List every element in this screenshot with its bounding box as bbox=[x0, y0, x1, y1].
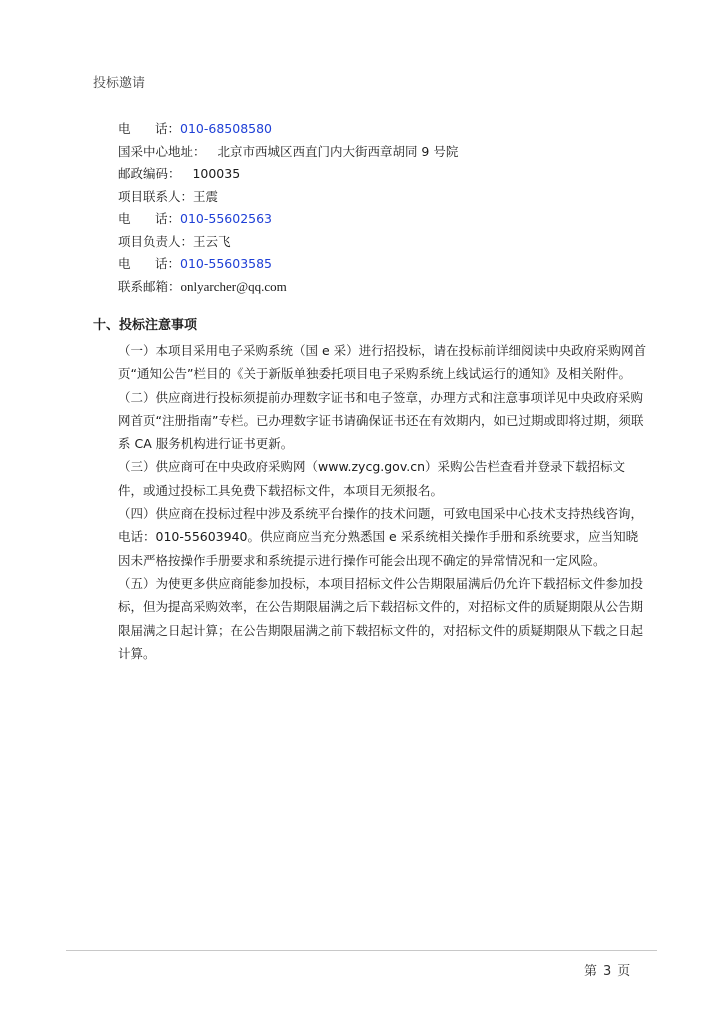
note-item: （一）本项目采用电子采购系统（国 e 采）进行招投标，请在投标前详细阅读中央政府采购网首页“通知公告”栏目的《关于新版单独委托项目电子采购系统上线试运行的通知》及相关附件。 bbox=[118, 343, 647, 382]
phone-label-char: 电 bbox=[118, 211, 131, 226]
phone-value[interactable]: 010-55602563 bbox=[180, 211, 273, 226]
section-title: 十、投标注意事项 bbox=[93, 318, 198, 333]
project-lead-line bbox=[118, 231, 638, 254]
phone-label-char: 电 bbox=[118, 256, 131, 271]
phone-line-3 bbox=[118, 253, 638, 276]
address-value: 北京市西城区西直门内大街西章胡同 9 号院 bbox=[217, 143, 459, 159]
email-label: 联系邮箱： bbox=[118, 278, 181, 294]
note-item: （三）供应商可在中央政府采购网（www.zycg.gov.cn）采购公告栏查看并登录下载招标文件，或通过投标工具免费下载招标文件，本项目无须报名。 bbox=[118, 459, 626, 498]
phone-label: 话： bbox=[155, 211, 181, 226]
postcode-value: 100035 bbox=[192, 166, 241, 181]
project-contact-line bbox=[118, 186, 638, 209]
notes-list bbox=[118, 339, 648, 665]
phone-value[interactable]: 010-68508580 bbox=[180, 121, 273, 136]
phone-label: 话： bbox=[155, 256, 181, 271]
contact-block bbox=[118, 118, 638, 298]
project-lead-value: 王云飞 bbox=[193, 233, 231, 249]
project-contact-label: 项目联系人： bbox=[118, 188, 194, 204]
phone-line-1 bbox=[118, 118, 638, 141]
phone-line-2 bbox=[118, 208, 638, 231]
note-item: （四）供应商在投标过程中涉及系统平台操作的技术问题，可致电国采中心技术支持热线咨询，电话：010-55603940。供应商应当充分熟悉国 e 采系统相关操作手册和系统要求，应当知晓因未严格按操作手册要求和系统提示进行操作可能会出现不确定的异常情况和一定风险。 bbox=[118, 506, 644, 568]
note-item: （二）供应商进行投标须提前办理数字证书和电子签章，办理方式和注意事项详见中央政府采购网首页“注册指南”专栏。已办理数字证书请确保证书还在有效期内，如已过期或即将过期，须联系 CA 服务机构进行证书更新。 bbox=[118, 389, 644, 452]
phone-label: 话： bbox=[155, 121, 181, 136]
address-line bbox=[118, 141, 638, 164]
project-contact-value: 王震 bbox=[193, 188, 219, 204]
page-suffix: 页 bbox=[617, 964, 631, 979]
page-prefix: 第 bbox=[584, 964, 598, 979]
postcode-label: 邮政编码： bbox=[118, 166, 181, 181]
postcode-line bbox=[118, 163, 638, 186]
email-line bbox=[118, 276, 638, 299]
page-number-value: 3 bbox=[603, 964, 612, 979]
footer-divider bbox=[66, 950, 657, 951]
address-label: 国采中心地址： bbox=[118, 143, 206, 159]
page-header-title: 投标邀请 bbox=[93, 76, 146, 91]
project-lead-label: 项目负责人： bbox=[118, 233, 194, 249]
phone-value[interactable]: 010-55603585 bbox=[180, 256, 273, 271]
phone-label-char: 电 bbox=[118, 121, 131, 136]
note-item: （五）为使更多供应商能参加投标，本项目招标文件公告期限届满后仍允许下载招标文件参加投标，但为提高采购效率，在公告期限届满之后下载招标文件的，对招标文件的质疑期限从公告期限届满之日起计算；在公告期限届满之前下载招标文件的，对招标文件的质疑期限从下载之日起计算。 bbox=[118, 575, 644, 661]
email-value[interactable]: onlyarcher@qq.com bbox=[180, 278, 287, 294]
page-number bbox=[584, 960, 636, 979]
